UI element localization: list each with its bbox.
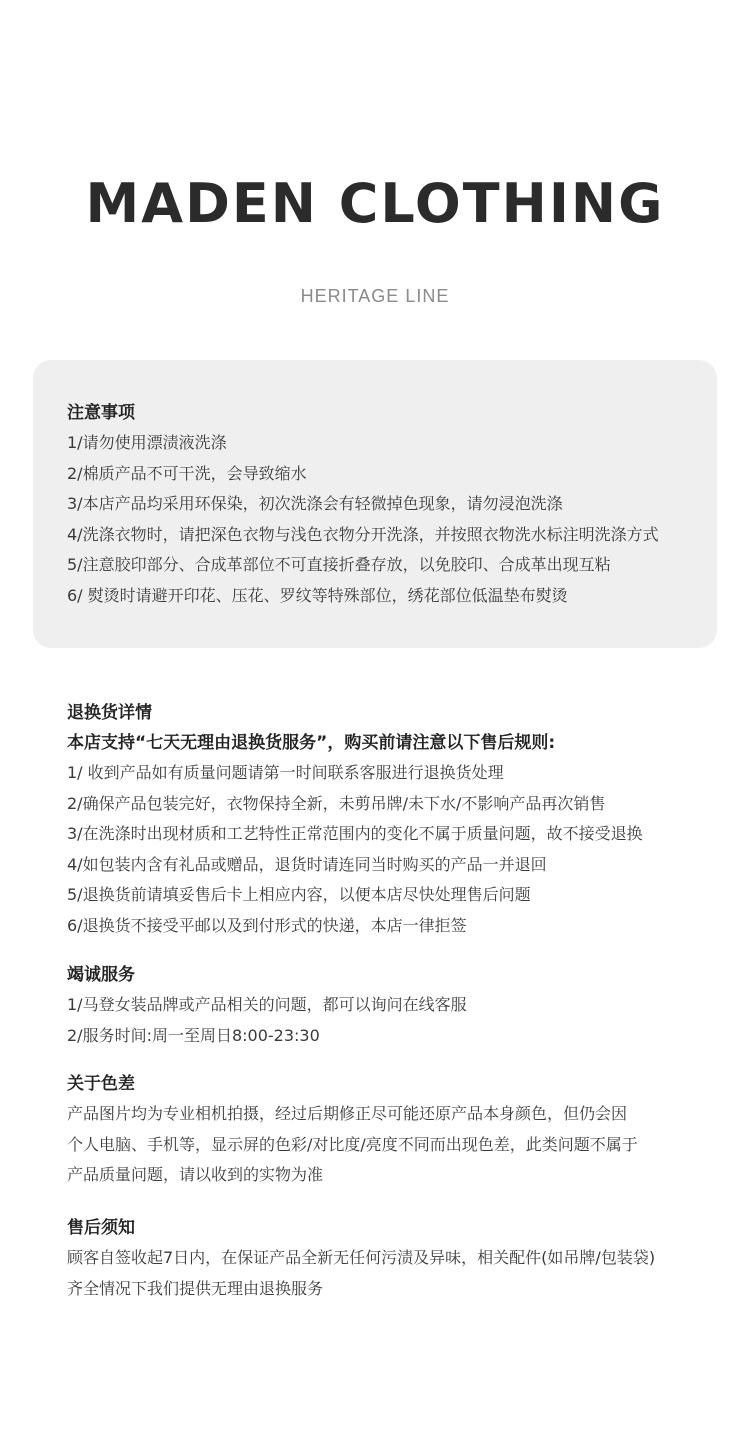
care-note-item: 4/洗涤衣物时，请把深色衣物与浅色衣物分开洗涤，并按照衣物洗水标注明洗涤方式 <box>67 524 659 544</box>
care-notes-section <box>67 398 659 611</box>
color-heading: 关于色差 <box>67 1074 135 1094</box>
care-note-item: 1/请勿使用漂渍液洗涤 <box>67 433 227 452</box>
service-section <box>67 960 467 1051</box>
service-heading: 竭诚服务 <box>67 965 135 985</box>
aftersale-text-line: 齐全情况下我们提供无理由退换服务 <box>67 1278 324 1298</box>
brand-subtitle: HERITAGE LINE <box>300 286 450 306</box>
care-note-item: 2/棉质产品不可干洗，会导致缩水 <box>67 463 307 483</box>
returns-heading: 退换货详情 <box>67 703 152 723</box>
returns-rule-item: 4/如包装内含有礼品或赠品，退货时请连同当时购买的产品一并退回 <box>67 854 547 874</box>
service-item: 1/马登女装品牌或产品相关的问题，都可以询问在线客服 <box>67 995 467 1014</box>
aftersale-section <box>67 1213 655 1304</box>
returns-rule-item: 1/ 收到产品如有质量问题请第一时间联系客服进行退换货处理 <box>67 763 504 782</box>
aftersale-text-line: 顾客自签收起7日内，在保证产品全新无任何污渍及异味，相关配件(如吊牌/包装袋) <box>67 1248 656 1267</box>
care-note-item: 5/注意胶印部分、合成革部位不可直接折叠存放，以免胶印、合成革出现互粘 <box>67 555 611 574</box>
returns-lead: 本店支持“七天无理由退换货服务”，购买前请注意以下售后规则: <box>67 733 556 753</box>
returns-rule-item: 2/确保产品包装完好，衣物保持全新，未剪吊牌/未下水/不影响产品再次销售 <box>67 793 606 813</box>
returns-section <box>67 698 643 941</box>
color-section <box>67 1069 638 1191</box>
service-item: 2/服务时间:周一至周日8:00-23:30 <box>67 1025 320 1045</box>
aftersale-heading: 售后须知 <box>67 1218 135 1238</box>
color-text-line: 产品图片均为专业相机拍摄，经过后期修正尽可能还原产品本身颜色，但仍会因 <box>67 1104 628 1123</box>
care-notes-heading: 注意事项 <box>67 403 135 423</box>
returns-rule-item: 3/在洗涤时出现材质和工艺特性正常范围内的变化不属于质量问题，故不接受退换 <box>67 824 643 843</box>
returns-rule-item: 5/退换货前请填妥售后卡上相应内容，以便本店尽快处理售后问题 <box>67 885 531 904</box>
brand-title: MADEN CLOTHING <box>85 172 665 235</box>
care-notes-panel <box>33 360 717 648</box>
care-note-item: 6/ 熨烫时请避开印花、压花、罗纹等特殊部位，绣花部位低温垫布熨烫 <box>67 585 568 605</box>
returns-rule-item: 6/退换货不接受平邮以及到付形式的快递，本店一律拒签 <box>67 915 467 935</box>
care-note-item: 3/本店产品均采用环保染，初次洗涤会有轻微掉色现象，请勿浸泡洗涤 <box>67 494 563 513</box>
color-text-line: 产品质量问题，请以收到的实物为准 <box>67 1165 324 1184</box>
color-text-line: 个人电脑、手机等，显示屏的色彩/对比度/亮度不同而出现色差，此类问题不属于 <box>67 1134 638 1154</box>
